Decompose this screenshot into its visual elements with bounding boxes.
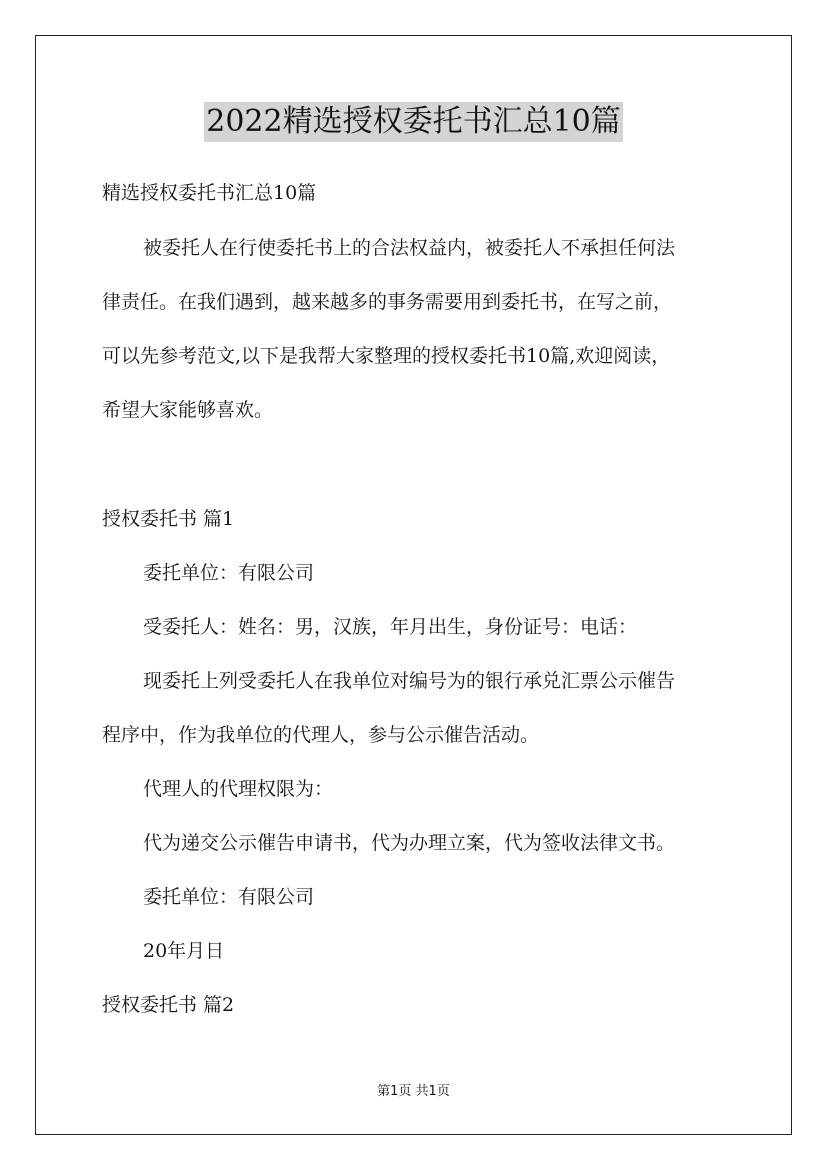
section1-heading: 授权委托书 篇1 bbox=[102, 508, 235, 530]
section1-unit: 委托单位：有限公司 bbox=[143, 562, 315, 584]
section1-body-line-2: 程序中，作为我单位的代理人，参与公示催告活动。 bbox=[102, 724, 540, 746]
section1-unit-sign: 委托单位：有限公司 bbox=[143, 886, 315, 908]
section2-heading: 授权委托书 篇2 bbox=[102, 994, 235, 1016]
intro-line-2: 律责任。在我们遇到，越来越多的事务需要用到委托书，在写之前， bbox=[102, 291, 673, 313]
intro-line-1: 被委托人在行使委托书上的合法权益内，被委托人不承担任何法 bbox=[143, 237, 676, 259]
document-title: 2022精选授权委托书汇总10篇 bbox=[204, 102, 623, 142]
section1-trustee: 受委托人：姓名：男，汉族，年月出生，身份证号：电话： bbox=[143, 616, 638, 638]
section1-scope-label: 代理人的代理权限为： bbox=[143, 778, 334, 800]
intro-line-4: 希望大家能够喜欢。 bbox=[102, 399, 274, 421]
section1-body-line-1: 现委托上列受委托人在我单位对编号为的银行承兑汇票公示催告 bbox=[143, 670, 676, 692]
intro-line-3: 可以先参考范文,以下是我帮大家整理的授权委托书10篇,欢迎阅读， bbox=[102, 345, 671, 367]
document-subtitle: 精选授权委托书汇总10篇 bbox=[102, 182, 317, 204]
page-footer: 第1页 共1页 bbox=[377, 1084, 450, 1099]
section1-scope: 代为递交公示催告申请书，代为办理立案，代为签收法律文书。 bbox=[143, 832, 676, 854]
section1-date: 20年月日 bbox=[143, 940, 225, 962]
title-container bbox=[0, 102, 827, 142]
